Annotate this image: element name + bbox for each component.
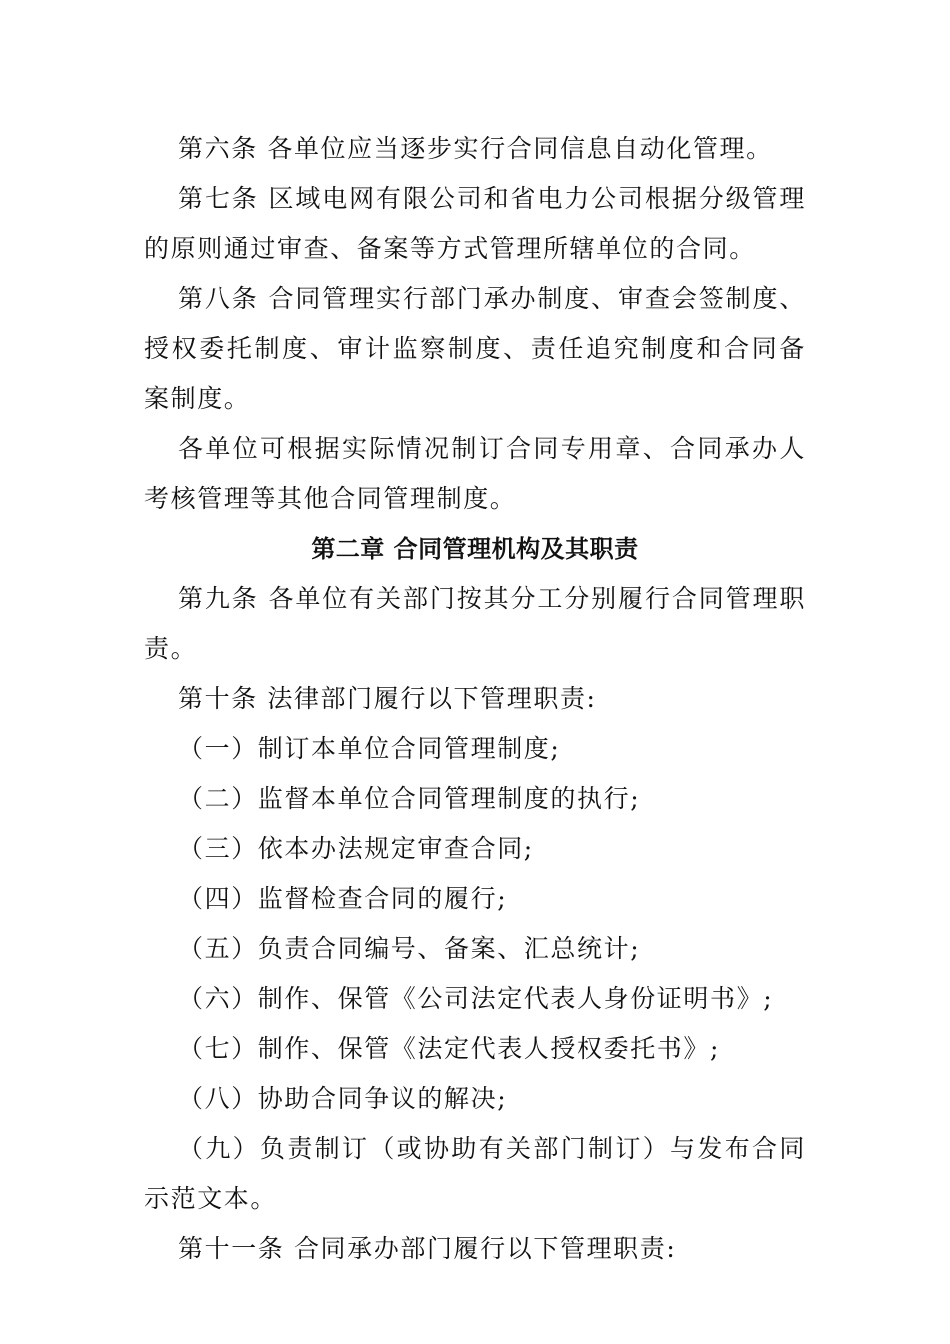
document-body bbox=[144, 124, 806, 1274]
article-10: 第十条 法律部门履行以下管理职责: bbox=[178, 684, 597, 713]
article-8-supplement: 各单位可根据实际情况制订合同专用章、合同承办人考核管理等其他合同管理制度。 bbox=[144, 434, 806, 513]
article-8: 第八条 合同管理实行部门承办制度、审查会签制度、授权委托制度、审计监察制度、责任追究制度和合同备案制度。 bbox=[144, 284, 806, 413]
article-11: 第十一条 合同承办部门履行以下管理职责: bbox=[178, 1234, 677, 1263]
article-6: 第六条 各单位应当逐步实行合同信息自动化管理。 bbox=[178, 134, 773, 163]
duty-item-6: （六）制作、保管《公司法定代表人身份证明书》; bbox=[178, 984, 774, 1013]
article-9: 第九条 各单位有关部门按其分工分别履行合同管理职责。 bbox=[144, 584, 806, 663]
duty-item-8: （八）协助合同争议的解决; bbox=[178, 1084, 508, 1113]
duty-item-7: （七）制作、保管《法定代表人授权委托书》; bbox=[178, 1034, 721, 1063]
duty-item-5: （五）负责合同编号、备案、汇总统计; bbox=[178, 934, 641, 963]
duty-item-9: （九）负责制订（或协助有关部门制订）与发布合同示范文本。 bbox=[144, 1134, 806, 1213]
duty-item-3: （三）依本办法规定审查合同; bbox=[178, 834, 534, 863]
duty-item-2: （二）监督本单位合同管理制度的执行; bbox=[178, 784, 641, 813]
article-7: 第七条 区域电网有限公司和省电力公司根据分级管理的原则通过审查、备案等方式管理所辖单位的合同。 bbox=[144, 184, 806, 263]
duty-item-1: （一）制订本单位合同管理制度; bbox=[178, 734, 561, 763]
duty-item-4: （四）监督检查合同的履行; bbox=[178, 884, 508, 913]
chapter-title: 第二章 合同管理机构及其职责 bbox=[311, 535, 639, 563]
